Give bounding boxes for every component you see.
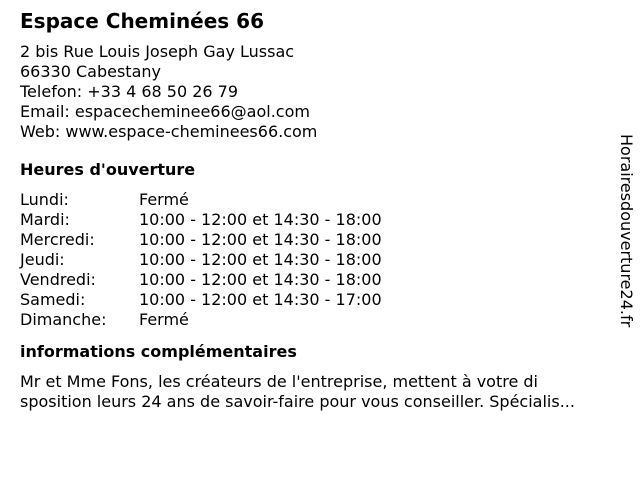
hours-row-wednesday: [20, 230, 620, 250]
day-label: Mardi:: [20, 210, 70, 229]
website-line: Web: www.espace-cheminees66.com: [20, 122, 318, 141]
address-street: 2 bis Rue Louis Joseph Gay Lussac: [20, 42, 295, 61]
hours-row-sunday: [20, 310, 620, 330]
day-hours: Fermé: [139, 310, 189, 329]
day-label: Samedi:: [20, 290, 86, 309]
day-label: Lundi:: [20, 190, 69, 209]
day-label: Vendredi:: [20, 270, 96, 289]
day-hours: 10:00 - 12:00 et 14:30 - 18:00: [139, 230, 382, 249]
site-watermark: Horairesdouverture24.fr: [617, 134, 636, 328]
additional-info-heading: informations complémentaires: [20, 342, 297, 361]
address-city: 66330 Cabestany: [20, 62, 161, 81]
additional-info-text: Mr et Mme Fons, les créateurs de l'entreprise, mettent à votre di sposition leurs 24 ans de savoir-faire pour vous conseiller. Spécialis...: [20, 372, 575, 411]
business-card: [20, 8, 620, 412]
day-hours: 10:00 - 12:00 et 14:30 - 17:00: [139, 290, 382, 309]
day-label: Dimanche:: [20, 310, 107, 329]
hours-row-saturday: [20, 290, 620, 310]
day-hours: 10:00 - 12:00 et 14:30 - 18:00: [139, 270, 382, 289]
day-hours: 10:00 - 12:00 et 14:30 - 18:00: [139, 250, 382, 269]
business-name: Espace Cheminées 66: [20, 9, 265, 33]
day-hours: Fermé: [139, 190, 189, 209]
hours-row-thursday: [20, 250, 620, 270]
day-hours: 10:00 - 12:00 et 14:30 - 18:00: [139, 210, 382, 229]
day-label: Mercredi:: [20, 230, 95, 249]
opening-hours-table: [20, 190, 620, 330]
phone-line: Telefon: +33 4 68 50 26 79: [20, 82, 239, 101]
day-label: Jeudi:: [20, 250, 65, 269]
hours-row-monday: [20, 190, 620, 210]
email-line: Email: espacecheminee66@aol.com: [20, 102, 310, 121]
hours-row-tuesday: [20, 210, 620, 230]
opening-hours-heading: Heures d'ouverture: [20, 160, 196, 179]
hours-row-friday: [20, 270, 620, 290]
